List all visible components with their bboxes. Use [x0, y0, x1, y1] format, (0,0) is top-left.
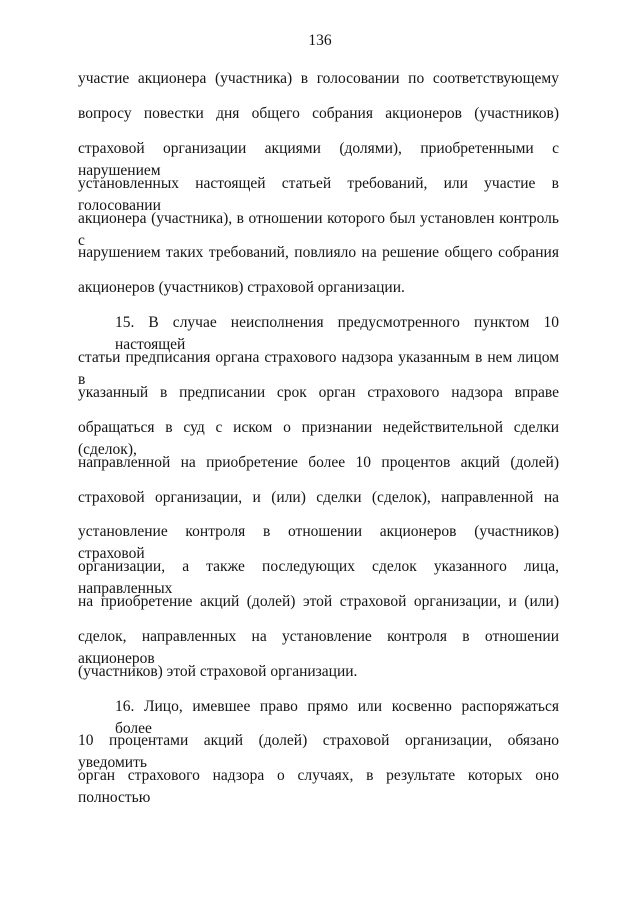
text-line: установленных настоящей статьей требований, или участие в голосовании	[78, 175, 559, 214]
text-line: указанный в предписании срок орган страхового надзора вправе	[78, 384, 559, 401]
text-line: 10 процентами акций (долей) страховой организации, обязано уведомить	[78, 732, 559, 771]
page-number: 136	[308, 32, 332, 49]
text-line: на приобретение акций (долей) этой страховой организации, и (или)	[78, 593, 559, 610]
text-line: обращаться в суд с иском о признании недействительной сделки (сделок),	[78, 419, 559, 458]
text-line: страховой организации акциями (долями), приобретенными с нарушением	[78, 140, 559, 179]
paragraph-15-start: 15. В случае неисполнения предусмотренного пунктом 10 настоящей	[115, 314, 559, 353]
text-line: вопросу повестки дня общего собрания акционеров (участников)	[78, 105, 559, 122]
text-line: сделок, направленных на установление контроля в отношении акционеров	[78, 628, 559, 667]
text-line: участие акционера (участника) в голосовании по соответствующему	[78, 70, 559, 87]
paragraph-16-start: 16. Лицо, имевшее право прямо или косвенно распоряжаться более	[115, 698, 559, 737]
text-line: акционеров (участников) страховой организации.	[78, 279, 405, 296]
text-line: направленной на приобретение более 10 процентов акций (долей)	[78, 454, 559, 471]
text-line: статьи предписания органа страхового надзора указанным в нем лицом в	[78, 349, 559, 388]
text-line: нарушением таких требований, повлияло на решение общего собрания	[78, 244, 559, 261]
text-line: акционера (участника), в отношении которого был установлен контроль с	[78, 210, 559, 249]
text-line: орган страхового надзора о случаях, в результате которых оно полностью	[78, 767, 559, 806]
text-line: установление контроля в отношении акционеров (участников) страховой	[78, 523, 559, 562]
text-line: организации, а также последующих сделок указанного лица, направленных	[78, 558, 559, 597]
text-line: (участников) этой страховой организации.	[78, 663, 358, 680]
text-line: страховой организации, и (или) сделки (сделок), направленной на	[78, 489, 559, 506]
